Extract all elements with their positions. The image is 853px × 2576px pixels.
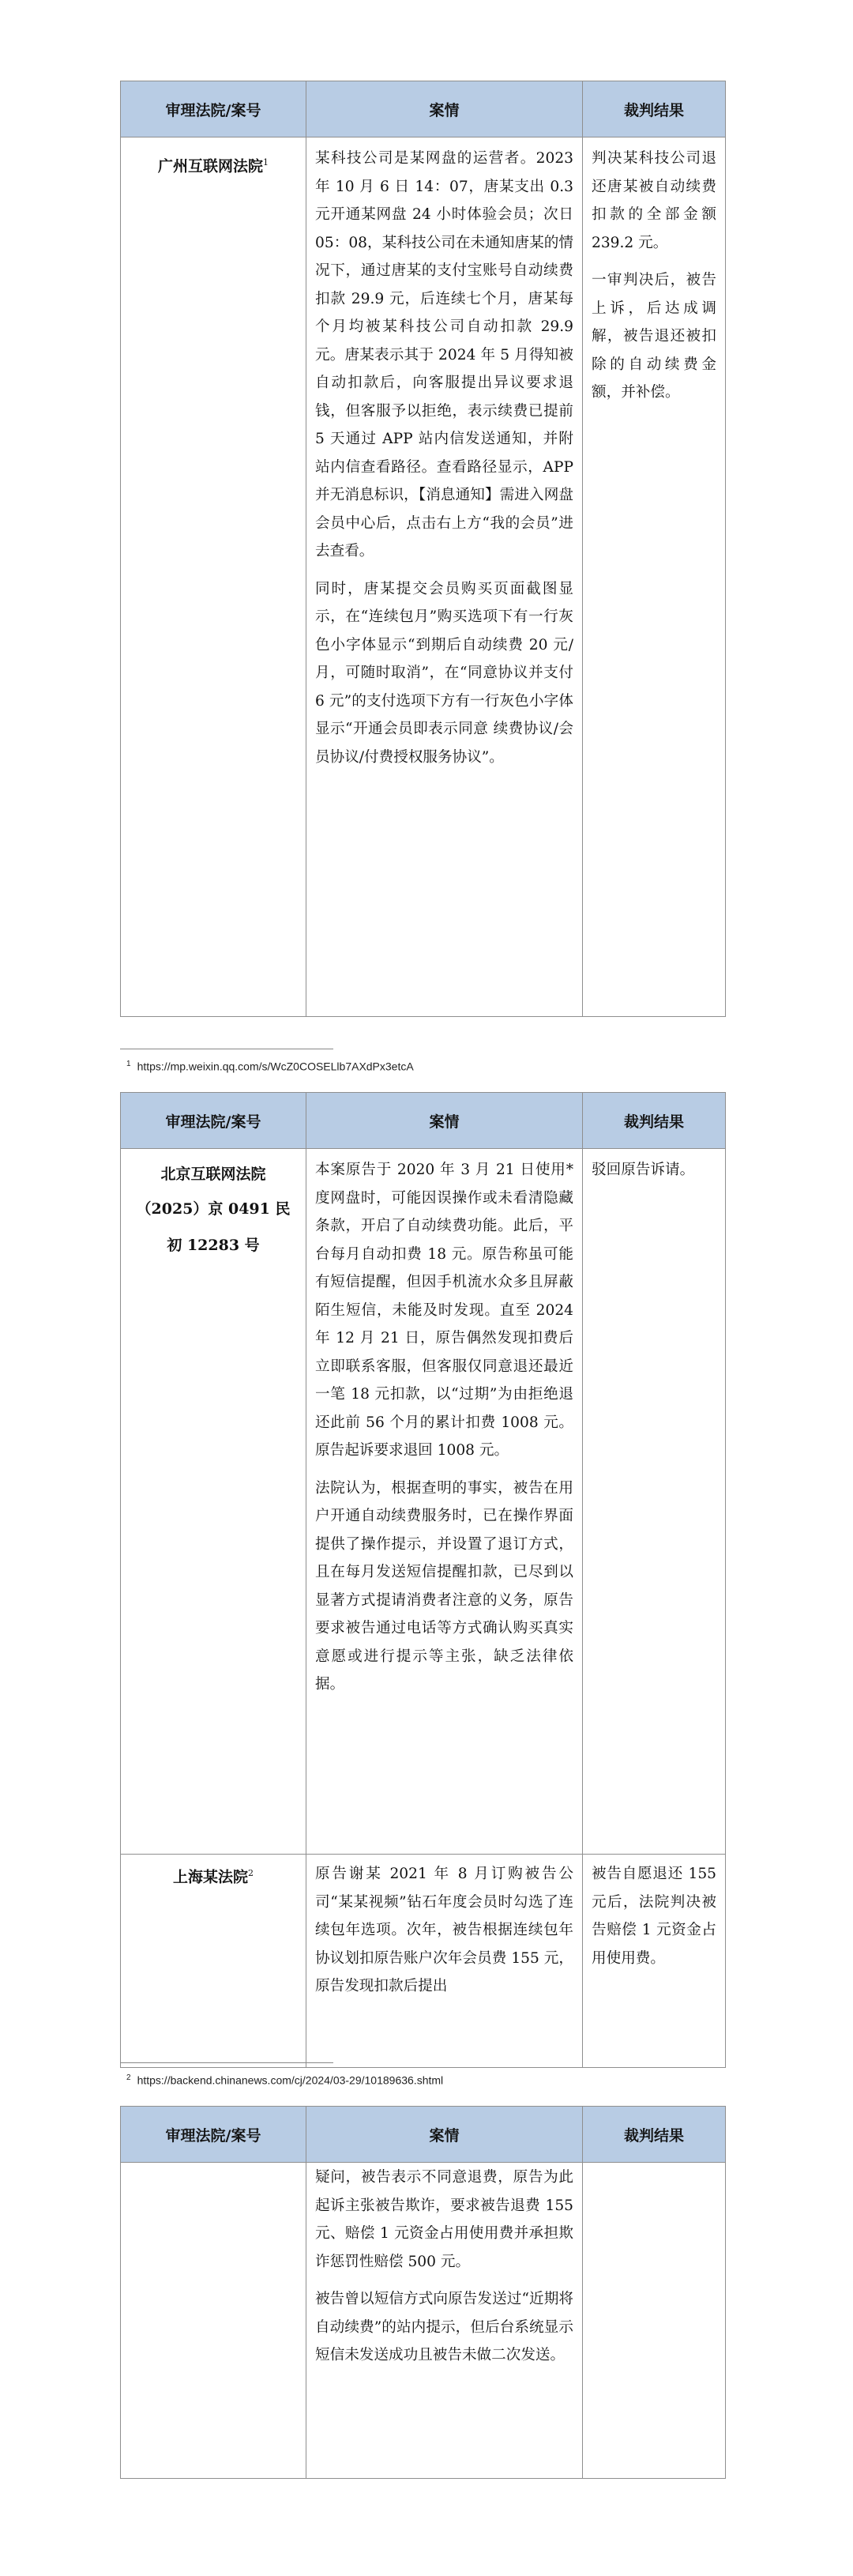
- facts-paragraph: 某科技公司是某网盘的运营者。2023 年 10 月 6 日 14：07，唐某支出 0.3 元开通某网盘 24 小时体验会员；次日 05：08，某科技公司在未通知唐某的情况下，通过唐某的支付宝账号自动续费扣款 29.9 元，后连续七个月，唐某每个月均被某科技公司自动扣款 29.9 元。唐某表示其于 2024 年 5 月得知被自动扣款后，向客服提出异议要求退钱，但客服予以拒绝，表示续费已提前 5 天通过 APP 站内信发送通知，并附站内信查看路径。查看路径显示，APP 并无消息标识，【消息通知】需进入网盘会员中心后，点击右上方“我的会员”进去查看。: [315, 150, 573, 559]
- facts-paragraph: 本案原告于 2020 年 3 月 21 日使用*度网盘时，可能因误操作或未看清隐藏条款，开启了自动续费功能。此后，平台每月自动扣费 18 元。原告称虽可能有短信提醒，但因手机流水众多且屏蔽陌生短信，未能及时发现。直至 2024 年 12 月 21 日，原告偶然发现扣费后立即联系客服，但客服仅同意退还最近一笔 18 元扣款，以“过期”为由拒绝退还此前 56 个月的累计扣费 1008 元。原告起诉要求退回 1008 元。: [315, 1162, 573, 1459]
- result-paragraph: 判决某科技公司退还唐某被自动续费扣款的全部金额 239.2 元。: [592, 150, 716, 251]
- header-result: 裁判结果: [583, 1093, 726, 1149]
- facts-paragraph: 被告曾以短信方式向原告发送过“近期将自动续费”的站内提示，但后台系统显示短信未发送成功且被告未做二次发送。: [315, 2291, 573, 2363]
- court-cell: [121, 1149, 306, 1855]
- table-row: [121, 1149, 726, 1855]
- header-court: 审理法院/案号: [121, 1093, 306, 1149]
- court-cell: [121, 2163, 306, 2479]
- result-cell: [583, 137, 726, 1017]
- court-cell: [121, 1855, 306, 2068]
- footnote-marker[interactable]: 1: [263, 157, 269, 168]
- court-name: 上海某法院$^2$: [172, 1868, 254, 1886]
- court-cell: [121, 137, 306, 1017]
- table-header-row: [121, 81, 726, 137]
- header-court: 审理法院/案号: [121, 2107, 306, 2163]
- table-row: [121, 2163, 726, 2479]
- table-row: [121, 137, 726, 1017]
- facts-paragraph: 法院认为，根据查明的事实，被告在用户开通自动续费服务时，已在操作界面提供了操作提示，并设置了退订方式，且在每月发送短信提醒扣款，已尽到以显著方式提请消费者注意的义务，原告要求被告通过电话等方式确认购买真实意愿或进行提示等主张，缺乏法律依据。: [315, 1479, 573, 1693]
- case-table-2: [120, 1092, 726, 2068]
- result-paragraph: 驳回原告诉请。: [592, 1162, 695, 1178]
- result-paragraph: 一审判决后，被告上诉，后达成调解，被告退还被扣除的自动续费金额，并补偿。: [592, 272, 716, 401]
- header-result: 裁判结果: [583, 81, 726, 137]
- result-cell: [583, 1149, 726, 1855]
- court-name: 广州互联网法院$^1$: [157, 157, 269, 175]
- facts-paragraph: 同时，唐某提交会员购买页面截图显示，在“连续包月”购买选项下有一行灰色小字体显示“到期后自动续费 20 元/月，可随时取消”，在“同意协议并支付 6 元”的支付选项下方有一行灰色小字体显示“开通会员即表示同意 续费协议/会员协议/付费授权服务协议”。: [315, 580, 573, 766]
- result-paragraph: 被告自愿退还 155 元后，法院判决被告赔偿 1 元资金占用使用费。: [592, 1866, 716, 1967]
- case-table-3: [120, 2106, 726, 2479]
- header-result: 裁判结果: [583, 2107, 726, 2163]
- case-table-1: [120, 81, 726, 1017]
- court-name: 北京互联网法院: [160, 1166, 266, 1183]
- header-facts: 案情: [306, 81, 583, 137]
- facts-cell: [306, 1149, 583, 1855]
- footnote-1: $^1$ https://mp.weixin.qq.com/s/WcZ0COSELlb7AXdPx3etcA: [126, 1060, 414, 1073]
- header-court: 审理法院/案号: [121, 81, 306, 137]
- footnote-link[interactable]: https://backend.chinanews.com/cj/2024/03-29/10189636.shtml: [137, 2073, 444, 2087]
- header-facts: 案情: [306, 1093, 583, 1149]
- case-number: （2025）京 0491 民初 12283 号: [136, 1200, 291, 1254]
- table-header-row: [121, 1093, 726, 1149]
- footnote-2: $^2$ https://backend.chinanews.com/cj/2024/03-29/10189636.shtml: [126, 2073, 444, 2087]
- header-facts: 案情: [306, 2107, 583, 2163]
- table-header-row: [121, 2107, 726, 2163]
- facts-paragraph: 疑问，被告表示不同意退费，原告为此起诉主张被告欺诈，要求被告退费 155 元、赔偿 1 元资金占用使用费并承担欺诈惩罚性赔偿 500 元。: [315, 2169, 573, 2270]
- facts-cell: [306, 1855, 583, 2068]
- footnote-link[interactable]: https://mp.weixin.qq.com/s/WcZ0COSELlb7AXdPx3etcA: [137, 1060, 414, 1073]
- result-cell: [583, 1855, 726, 2068]
- facts-paragraph: 原告谢某 2021 年 8 月订购被告公司“某某视频”钻石年度会员时勾选了连续包年选项。次年，被告根据连续包年协议划扣原告账户次年会员费 155 元，原告发现扣款后提出: [315, 1866, 573, 1994]
- result-cell: [583, 2163, 726, 2479]
- facts-cell: [306, 2163, 583, 2479]
- footnote-divider: [120, 2062, 333, 2063]
- footnote-marker[interactable]: 2: [248, 1868, 254, 1878]
- facts-cell: [306, 137, 583, 1017]
- table-row: [121, 1855, 726, 2068]
